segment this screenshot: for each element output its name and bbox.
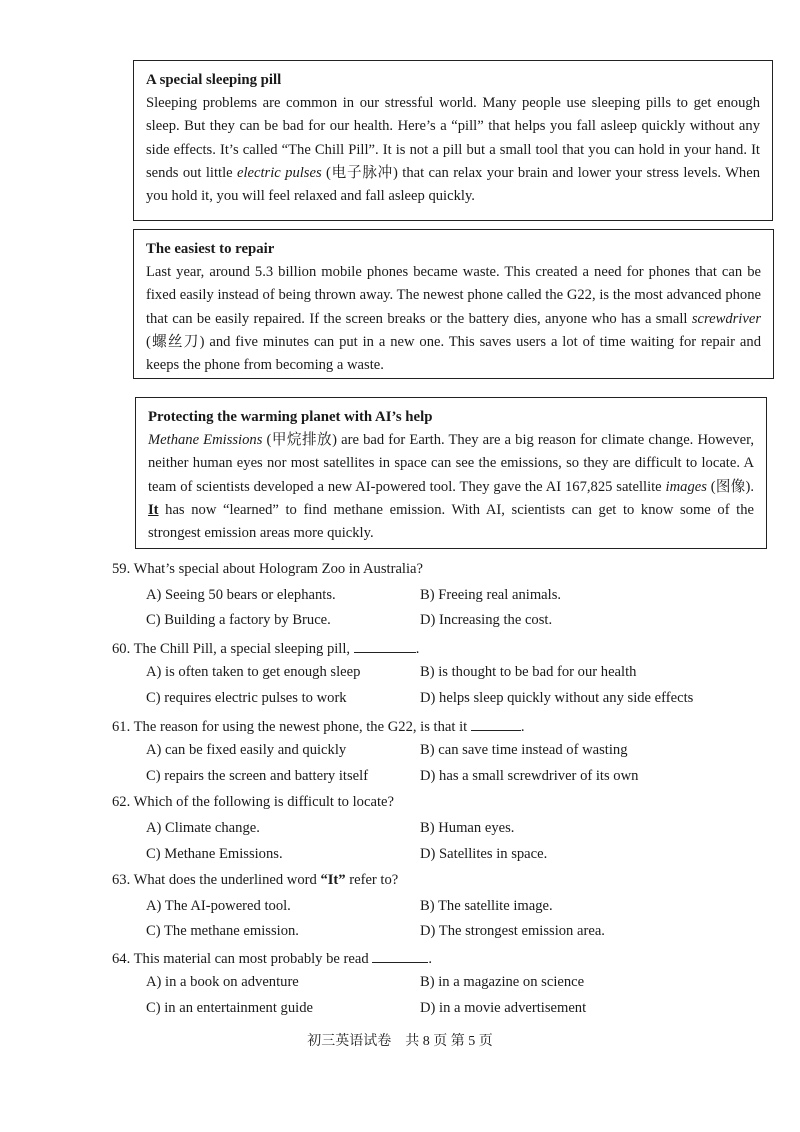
passage-title: Protecting the warming planet with AI’s help: [148, 409, 433, 425]
passage-term: Methane Emissions: [148, 432, 263, 449]
passage-ai-methane: [135, 397, 767, 549]
question-61: [112, 716, 525, 736]
passage-gloss: (图像).: [706, 478, 754, 495]
question-keyword: “It”: [320, 872, 346, 888]
passage-gloss: (电子脉冲): [321, 164, 398, 181]
option-62-d[interactable]: D) Satellites in space.: [420, 846, 548, 862]
passage-text: are bad for Earth. They are a big reason for climate change. However, neither human eyes nor most satellites in space can see the emissions, so they are difficult to locate. A team of scientists developed a new AI-powered tool. They gave the AI 167,825 satellite: [148, 432, 755, 495]
passage-gloss: (甲烷排放): [262, 432, 337, 449]
option-60-a[interactable]: A) is often taken to get enough sleep: [146, 664, 361, 680]
passage-text: that can relax your brain and lower your stress levels. When you hold it, you will feel relaxed and fall asleep quickly.: [146, 164, 760, 205]
option-59-d[interactable]: D) Increasing the cost.: [420, 612, 553, 628]
option-59-a[interactable]: A) Seeing 50 bears or elephants.: [146, 587, 336, 603]
passage-text: Sleeping problems are common in our stressful world. Many people use sleeping pills to get enough sleep. But they can be bad for our health. Here’s a “pill” that helps you fall asleep quickly without any side effects. It’s called “The Chill Pill”. It is not a pill but a small tool that you can hold in your hand. It sends out little: [146, 95, 760, 181]
passage-gloss: (螺丝刀): [146, 333, 205, 350]
answer-blank[interactable]: [354, 638, 416, 653]
passage-body: [146, 92, 760, 208]
question-59: 59. What’s special about Hologram Zoo in Australia?: [112, 561, 423, 577]
option-63-b[interactable]: B) The satellite image.: [420, 898, 553, 914]
page-footer: 初三英语试卷 共 8 页 第 5 页: [307, 1034, 493, 1049]
option-64-d[interactable]: D) in a movie advertisement: [420, 1000, 587, 1016]
option-62-c[interactable]: C) Methane Emissions.: [146, 846, 283, 862]
passage-title: A special sleeping pill: [146, 72, 282, 88]
option-64-b[interactable]: B) in a magazine on science: [420, 974, 585, 990]
passage-body: [148, 429, 754, 545]
passage-body: [146, 261, 761, 377]
question-stem: 61. The reason for using the newest phone, the G22, is that it: [112, 719, 471, 735]
option-62-b[interactable]: B) Human eyes.: [420, 820, 515, 836]
option-60-c[interactable]: C) requires electric pulses to work: [146, 690, 347, 706]
option-62-a[interactable]: A) Climate change.: [146, 820, 260, 836]
passage-text: and five minutes can put in a new one. This saves users a lot of time waiting for repair and keeps the phone from becoming a waste.: [146, 333, 761, 374]
question-stem: 60. The Chill Pill, a special sleeping pill,: [112, 641, 354, 657]
option-61-a[interactable]: A) can be fixed easily and quickly: [146, 742, 347, 758]
passage-term: images: [665, 478, 707, 495]
question-62: 62. Which of the following is difficult to locate?: [112, 794, 394, 810]
question-stem-end: .: [520, 719, 525, 735]
question-64: [112, 948, 432, 968]
question-63: [112, 872, 398, 889]
option-59-b[interactable]: B) Freeing real animals.: [420, 587, 562, 603]
answer-blank[interactable]: [372, 948, 428, 963]
passage-sleeping-pill: [133, 60, 773, 221]
option-64-c[interactable]: C) in an entertainment guide: [146, 1000, 313, 1016]
question-stem-end: .: [415, 641, 420, 657]
option-61-d[interactable]: D) has a small screwdriver of its own: [420, 768, 639, 784]
question-stem-end: .: [428, 951, 432, 967]
question-60: [112, 638, 419, 658]
option-64-a[interactable]: A) in a book on adventure: [146, 974, 299, 990]
question-stem: 64. This material can most probably be read: [112, 951, 373, 967]
passage-text: has now “learned” to find methane emission. With AI, scientists can get to know some of the strongest emission areas more quickly.: [148, 501, 754, 542]
option-61-b[interactable]: B) can save time instead of wasting: [420, 742, 628, 758]
option-63-a[interactable]: A) The AI-powered tool.: [146, 898, 291, 914]
passage-title: The easiest to repair: [146, 241, 275, 257]
passage-text: Last year, around 5.3 billion mobile phones became waste. This created a need for phones that can be fixed easily instead of being thrown away. The newest phone called the G22, is the most advanced phone that can be easily repaired. If the screen breaks or the battery dies, anyone who has a small: [146, 264, 761, 327]
question-stem-end: refer to?: [345, 872, 399, 888]
option-60-d[interactable]: D) helps sleep quickly without any side effects: [420, 690, 694, 706]
option-61-c[interactable]: C) repairs the screen and battery itself: [146, 768, 369, 784]
passage-term: screwdriver: [691, 310, 761, 327]
passage-easiest-repair: [133, 229, 774, 379]
passage-term: electric pulses: [237, 164, 322, 181]
question-stem: 63. What does the underlined word: [112, 872, 321, 888]
underlined-word: It: [148, 501, 159, 518]
option-60-b[interactable]: B) is thought to be bad for our health: [420, 664, 637, 680]
option-59-c[interactable]: C) Building a factory by Bruce.: [146, 612, 331, 628]
option-63-c[interactable]: C) The methane emission.: [146, 923, 299, 939]
answer-blank[interactable]: [471, 716, 521, 731]
option-63-d[interactable]: D) The strongest emission area.: [420, 923, 605, 939]
